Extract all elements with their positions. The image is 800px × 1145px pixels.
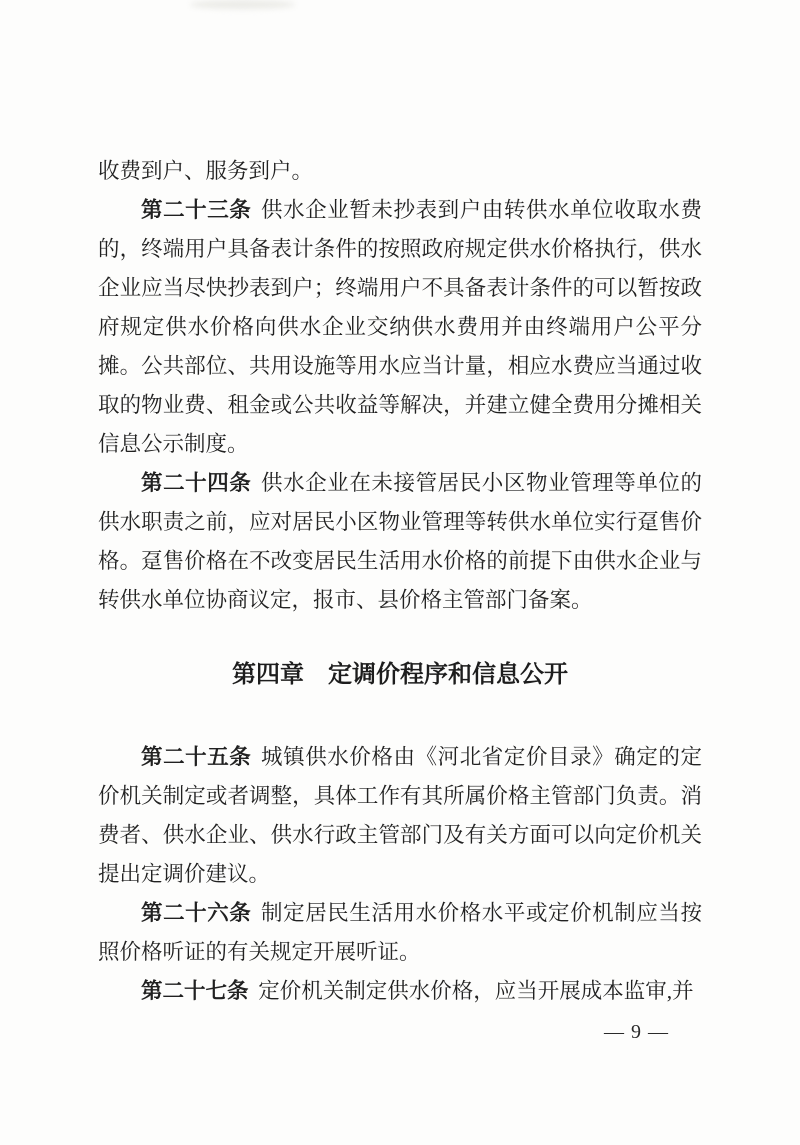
article-number: 第二十七条 (141, 979, 249, 1003)
article-number: 第二十五条 (141, 745, 252, 769)
article-text: 供水企业暂未抄表到户由转供水单位收取水费的，终端用户具备表计条件的按照政府规定供水价格执行，供水企业应当尽快抄表到户；终端用户不具备表计条件的可以暂按政府规定供水价格向供水企业交纳供水费用并由终端用户公平分摊。公共部位、共用设施等用水应当计量，相应水费应当通过收取的物业费、租金或公共收益等解决，并建立健全费用分摊相关信息公示制度。 (98, 198, 702, 456)
article-text: 供水企业在未接管居民小区物业管理等单位的供水职责之前，应对居民小区物业管理等转供水单位实行趸售价格。趸售价格在不改变居民生活用水价格的前提下由供水企业与转供水单位协商议定，报市、县价格主管部门备案。 (98, 471, 702, 612)
article-number: 第二十四条 (141, 471, 252, 495)
chapter-heading: 第四章 定调价程序和信息公开 (232, 661, 568, 688)
article-23 (98, 191, 702, 464)
article-25 (98, 738, 702, 894)
scan-smudge (190, 0, 295, 9)
article-27 (98, 972, 702, 1011)
article-24 (98, 464, 702, 620)
article-text: 定价机关制定供水价格，应当开展成本监审,并 (258, 979, 694, 1003)
article-number: 第二十六条 (141, 901, 252, 925)
article-26 (98, 894, 702, 972)
document-body (98, 152, 702, 1011)
article-text: 城镇供水价格由《河北省定价目录》确定的定价机关制定或者调整，具体工作有其所属价格主管部门负责。消费者、供水企业、供水行政主管部门及有关方面可以向定价机关提出定调价建议。 (98, 745, 702, 886)
article-number: 第二十三条 (141, 198, 252, 222)
page-number: — 9 — (604, 1021, 669, 1043)
article-text: 制定居民生活用水价格水平或定价机制应当按照价格听证的有关规定开展听证。 (98, 901, 702, 964)
paragraph-continuation: 收费到户、服务到户。 (98, 159, 314, 183)
